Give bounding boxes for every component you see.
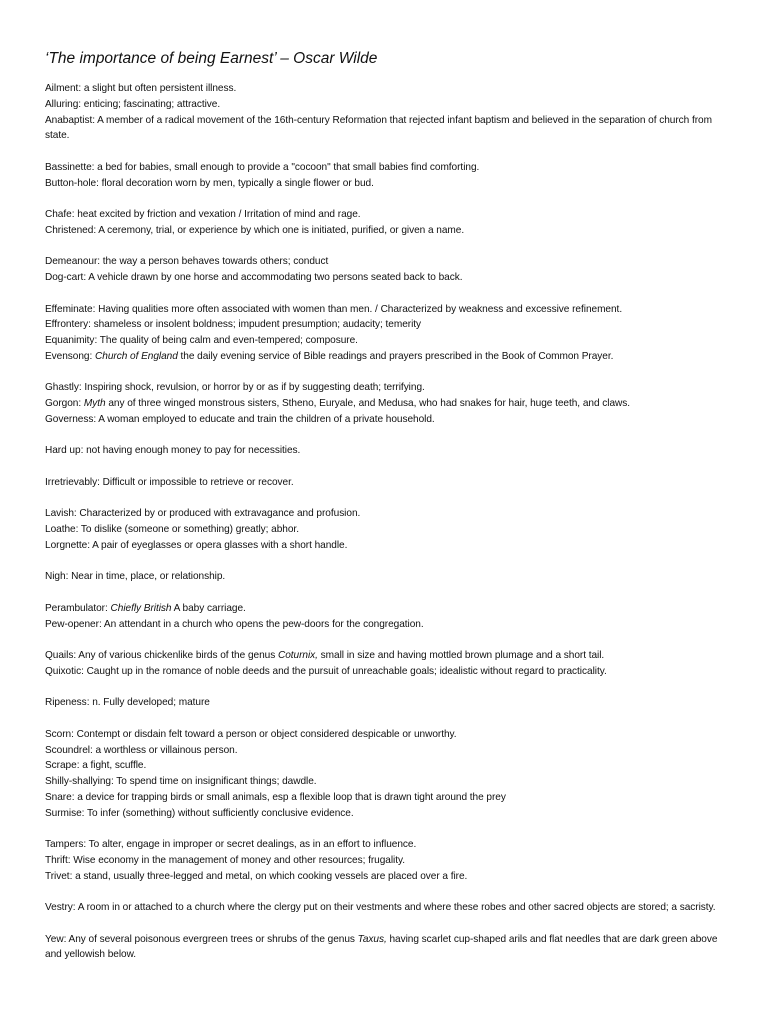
entry-term: Pew-opener [45,618,99,630]
entry-term: Alluring [45,98,79,110]
glossary [45,81,735,963]
glossary-entry [45,648,735,664]
entry-definition: : a device for trapping birds or small animals, esp a flexible loop that is drawn tight around the prey [71,791,506,803]
entry-definition: : a bed for babies, small enough to provide a "cocoon" that small babies find comforting. [91,161,480,173]
entry-term: Christened [45,224,94,236]
entry-definition: : A pair of eyeglasses or opera glasses with a short handle. [87,539,348,551]
entry-term: Trivet [45,870,70,882]
glossary-section [45,81,735,144]
entry-term: Lavish [45,508,74,520]
section-spacer [45,191,735,207]
entry-term: Scrape [45,760,77,772]
glossary-entry [45,81,735,97]
section-spacer [45,554,735,570]
glossary-entry [45,333,735,349]
entry-italic-label: Coturnix, [277,650,318,661]
section-spacer [45,239,735,255]
entry-italic-label: Taxus, [357,933,387,945]
entry-definition: : floral decoration worn by men, typically a single flower or bud. [96,177,374,189]
entry-definition: having scarlet cup-shaped arils and flat needles that are dark green above and yellowish below. [45,933,718,961]
glossary-section [45,569,735,585]
entry-definition: : Any of various chickenlike birds of the genus [73,650,278,661]
section-spacer [45,585,735,601]
entry-definition: small in size and having mottled brown plumage and a short tail. [317,650,605,661]
section-spacer [45,286,735,302]
section-spacer [45,680,735,696]
entry-term: Tampers [45,839,84,850]
glossary-entry [45,349,735,365]
entry-term: Effrontery [45,319,89,331]
entry-italic-label: Chiefly British [110,602,172,614]
entry-definition: : shameless or insolent boldness; impudent presumption; audacity; temerity [88,319,422,331]
entry-term: Lorgnette [45,539,88,551]
entry-term: Ailment [45,83,79,94]
entry-definition: : A woman employed to educate and train the children of a private household. [93,413,435,425]
glossary-entry [45,774,735,790]
entry-definition: any of three winged monstrous sisters, Stheno, Euryale, and Medusa, who had snakes for hair, huge teeth, and claws. [105,398,631,409]
entry-term: Ripeness [45,697,87,709]
glossary-section [45,160,735,192]
glossary-entry [45,443,735,459]
glossary-section [45,302,735,365]
glossary-section [45,932,735,964]
glossary-entry [45,758,735,774]
entry-definition: : n. Fully developed; mature [86,697,210,709]
glossary-entry [45,743,735,759]
entry-definition: : A vehicle drawn by one horse and accommodating two persons seated back to back. [83,272,463,283]
entry-definition: : [78,398,84,409]
glossary-entry [45,695,735,711]
entry-definition: : Difficult or impossible to retrieve or recover. [97,476,294,488]
entry-definition: : Having qualities more often associated with women than men. / Characterized by weakness and excessive refinement. [92,303,623,315]
entry-term: Snare [45,791,72,803]
glossary-entry [45,569,735,585]
entry-definition: : Any of several poisonous evergreen trees or shrubs of the genus [63,933,358,945]
entry-definition: : Caught up in the romance of noble deeds and the pursuit of unreachable goals; idealistic without regard to practicality. [81,665,607,677]
entry-definition: : Inspiring shock, revulsion, or horror by or as if by suggesting death; terrifying. [78,382,425,394]
entry-term: Ghastly [45,382,79,394]
entry-definition: : To infer (something) without sufficiently conclusive evidence. [81,807,354,819]
entry-definition: : the way a person behaves towards others; conduct [97,256,329,268]
glossary-entry [45,900,735,916]
entry-term: Vestry [45,902,73,913]
section-spacer [45,428,735,444]
entry-term: Governess [45,413,94,425]
entry-definition: : The quality of being calm and even-tempered; composure. [94,335,358,346]
entry-definition: : An attendant in a church who opens the pew-doors for the congregation. [98,618,424,630]
entry-definition: : heat excited by friction and vexation / Irritation of mind and rage. [71,209,361,220]
entry-term: Thrift [45,854,68,866]
glossary-entry [45,97,735,113]
glossary-section [45,443,735,459]
glossary-entry [45,160,735,176]
glossary-entry [45,617,735,633]
entry-definition: : a slight but often persistent illness. [78,83,237,94]
entry-term: Demeanour [45,256,98,268]
glossary-section [45,506,735,553]
glossary-entry [45,727,735,743]
entry-definition: : A member of a radical movement of the 16th-century Reformation that rejected infant baptism and believed in the separation of church from state. [45,114,712,142]
entry-definition: : [89,350,96,362]
glossary-entry [45,664,735,680]
entry-term: Hard up [45,445,81,457]
glossary-section [45,727,735,822]
entry-definition: : To dislike (someone or something) greatly; abhor. [75,524,299,535]
section-spacer [45,884,735,900]
entry-term: Surmise [45,807,82,819]
glossary-entry [45,254,735,270]
entry-definition: : A room in or attached to a church where the clergy put on their vestments and where these robes and other sacred objects are stored; a sacristy. [72,902,716,913]
entry-term: Perambulator [45,602,105,614]
entry-term: Scorn [45,728,72,740]
entry-definition: : a stand, usually three-legged and metal, on which cooking vessels are placed over a fire. [69,870,468,882]
section-spacer [45,632,735,648]
glossary-section [45,380,735,427]
entry-definition: : Wise economy in the management of money and other resources; frugality. [67,854,405,866]
entry-term: Chafe [45,209,72,220]
entry-term: Irretrievably [45,476,98,488]
glossary-section [45,900,735,916]
glossary-section [45,475,735,491]
section-spacer [45,821,735,837]
glossary-entry [45,113,735,145]
entry-term: Shilly-shallying [45,776,111,787]
glossary-section [45,207,735,239]
entry-italic-label: Myth [83,398,106,409]
entry-term: Bassinette [45,161,92,173]
section-spacer [45,144,735,160]
entry-term: Button-hole [45,177,97,189]
entry-term: Equanimity [45,335,95,346]
glossary-section [45,695,735,711]
entry-term: Quails [45,650,74,661]
entry-definition: : A ceremony, trial, or experience by which one is initiated, purified, or given a name. [93,224,465,236]
entry-term: Nigh [45,571,66,583]
entry-definition: : not having enough money to pay for necessities. [80,445,301,457]
glossary-entry [45,380,735,396]
entry-italic-label: Church of England [95,350,178,362]
entry-definition: : enticing; fascinating; attractive. [78,98,221,110]
glossary-entry [45,601,735,617]
glossary-entry [45,522,735,538]
glossary-entry [45,932,735,964]
glossary-entry [45,207,735,223]
glossary-entry [45,869,735,885]
entry-definition: : Contempt or disdain felt toward a person or object considered despicable or unworthy. [71,728,457,740]
glossary-entry [45,506,735,522]
glossary-entry [45,853,735,869]
glossary-entry [45,317,735,333]
entry-definition: A baby carriage. [171,602,246,614]
entry-term: Scoundrel [45,744,91,756]
entry-term: Evensong [45,350,90,362]
entry-term: Yew [45,933,64,945]
entry-term: Loathe [45,524,76,535]
glossary-entry [45,396,735,412]
section-spacer [45,491,735,507]
entry-term: Anabaptist [45,114,93,126]
section-spacer [45,459,735,475]
entry-definition: : To spend time on insignificant things; dawdle. [110,776,317,787]
entry-definition: : Characterized by or produced with extravagance and profusion. [73,508,361,520]
entry-definition: : a fight, scuffle. [76,760,147,772]
section-spacer [45,711,735,727]
glossary-entry [45,412,735,428]
document-title: ‘The importance of being Earnest’ – Oscar Wilde [45,50,378,67]
glossary-entry [45,837,735,853]
glossary-entry [45,790,735,806]
glossary-section [45,601,735,633]
entry-term: Gorgon [45,398,79,409]
glossary-entry [45,475,735,491]
glossary-section [45,254,735,286]
section-spacer [45,916,735,932]
glossary-entry [45,223,735,239]
glossary-entry [45,176,735,192]
entry-definition: : a worthless or villainous person. [90,744,238,756]
glossary-section [45,648,735,680]
glossary-entry [45,270,735,286]
glossary-section [45,837,735,884]
entry-definition: the daily evening service of Bible readings and prayers prescribed in the Book of Common Prayer. [177,350,614,362]
entry-term: Dog-cart [45,272,84,283]
document-page [45,46,735,963]
section-spacer [45,365,735,381]
entry-definition: : Near in time, place, or relationship. [65,571,226,583]
entry-term: Effeminate [45,303,93,315]
entry-definition: : [105,602,111,614]
entry-term: Quixotic [45,665,82,677]
glossary-entry [45,302,735,318]
glossary-entry [45,538,735,554]
entry-definition: : To alter, engage in improper or secret dealings, as in an effort to influence. [83,839,417,850]
glossary-entry [45,806,735,822]
